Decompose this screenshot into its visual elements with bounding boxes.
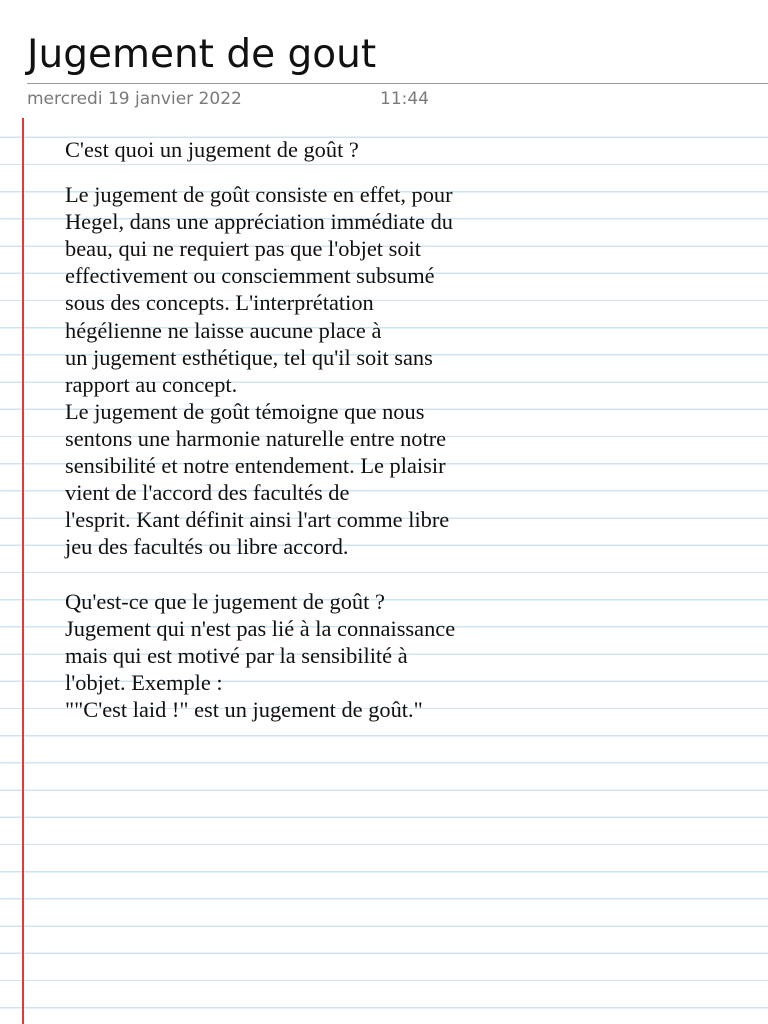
title-divider	[27, 83, 768, 84]
text-line: vient de l'accord des facultés de	[65, 480, 350, 506]
paragraph-definition	[65, 181, 755, 560]
text-line: Jugement qui n'est pas lié à la connaissance	[65, 615, 456, 641]
text-line: Le jugement de goût témoigne que nous	[65, 398, 425, 424]
text-line: sentons une harmonie naturelle entre notre	[65, 425, 447, 451]
text-line: Le jugement de goût consiste en effet, pour	[65, 182, 453, 208]
question-line: Qu'est-ce que le jugement de goût ?	[65, 588, 385, 614]
margin-line	[22, 0, 24, 1024]
text-line: l'objet. Exemple :	[65, 669, 223, 695]
text-line: sensibilité et notre entendement. Le plaisir	[65, 453, 446, 479]
page-title[interactable]: Jugement de gout	[27, 32, 377, 77]
text-line: un jugement esthétique, tel qu'il soit sans	[65, 344, 433, 370]
question-heading: C'est quoi un jugement de goût ?	[65, 137, 359, 162]
text-line: l'esprit. Kant définit ainsi l'art comme libre	[65, 507, 450, 533]
note-date: mercredi 19 janvier 2022	[27, 89, 242, 109]
text-line: sous des concepts. L'interprétation	[65, 290, 374, 316]
text-line: effectivement ou consciemment subsumé	[65, 263, 435, 289]
text-line: mais qui est motivé par la sensibilité à	[65, 642, 408, 668]
paragraph-question	[65, 588, 755, 723]
note-time: 11:44	[380, 89, 429, 109]
example-quote: ""C'est laid !" est un jugement de goût."	[65, 696, 423, 722]
blank-line	[65, 560, 755, 587]
text-line: beau, qui ne requiert pas que l'objet soit	[65, 236, 421, 262]
text-line: jeu des facultés ou libre accord.	[65, 534, 349, 560]
text-line: hégélienne ne laisse aucune place à	[65, 317, 382, 343]
note-body[interactable]	[65, 136, 755, 723]
text-line: rapport au concept.	[65, 371, 238, 397]
text-line: Hegel, dans une appréciation immédiate du	[65, 209, 453, 235]
note-header	[0, 0, 768, 118]
